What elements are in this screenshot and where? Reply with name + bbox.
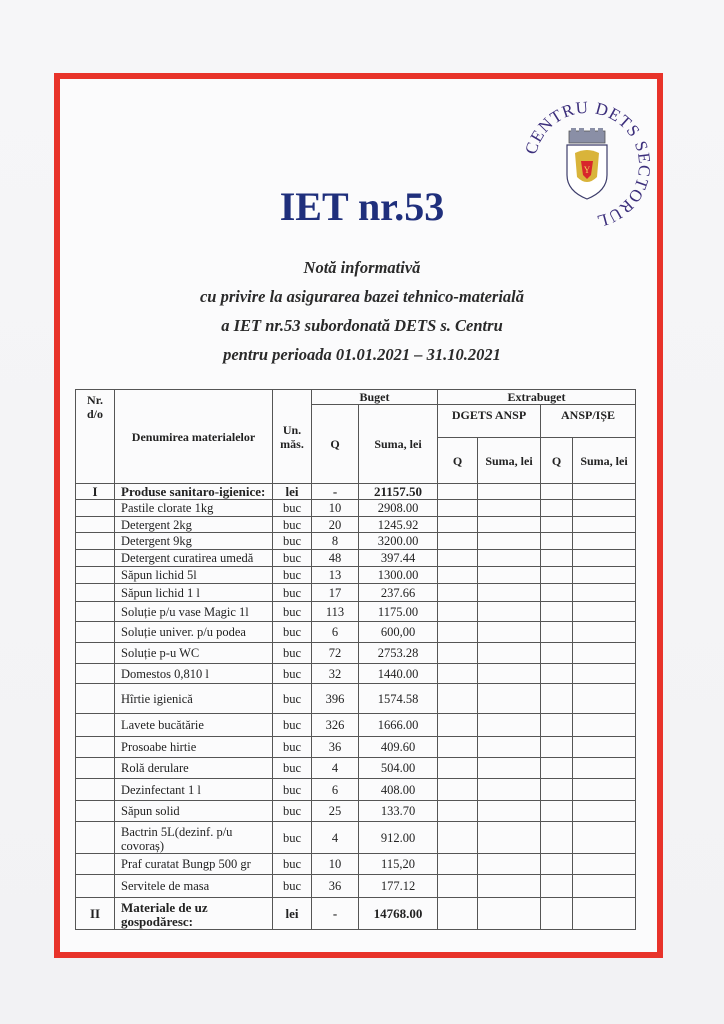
- cell-buget-q: 10: [312, 854, 359, 875]
- cell-anspise-suma: [573, 664, 636, 684]
- cell-buget-suma: 409.60: [359, 737, 438, 758]
- table-row: [76, 875, 636, 898]
- cell-dgets-suma: [478, 533, 541, 550]
- cell-anspise-suma: [573, 684, 636, 714]
- cell-name: Detergent 9kg: [115, 533, 273, 550]
- cell-buget-suma: 3200.00: [359, 533, 438, 550]
- cell-buget-suma: 2753.28: [359, 643, 438, 664]
- cell-nr: [76, 622, 115, 643]
- cell-anspise-suma: [573, 550, 636, 567]
- cell-unit: buc: [273, 684, 312, 714]
- cell-dgets-suma: [478, 622, 541, 643]
- table-row: [76, 822, 636, 854]
- svg-text:Y: Y: [583, 165, 591, 175]
- cell-anspise-q: [541, 584, 573, 602]
- cell-dgets-q: [438, 500, 478, 517]
- cell-anspise-suma: [573, 643, 636, 664]
- subtitle-line-1: Notă informativă: [303, 258, 421, 277]
- cell-nr: [76, 779, 115, 801]
- cell-dgets-suma: [478, 779, 541, 801]
- cell-nr: [76, 533, 115, 550]
- cell-unit: buc: [273, 737, 312, 758]
- cell-dgets-suma: [478, 550, 541, 567]
- cell-anspise-suma: [573, 854, 636, 875]
- cell-unit: buc: [273, 801, 312, 822]
- header-buget: Buget: [312, 390, 438, 405]
- cell-unit: buc: [273, 875, 312, 898]
- cell-dgets-q: [438, 533, 478, 550]
- cell-name: Lavete bucătărie: [115, 714, 273, 737]
- cell-buget-q: 396: [312, 684, 359, 714]
- cell-nr: [76, 550, 115, 567]
- cell-buget-suma: 1440.00: [359, 664, 438, 684]
- cell-anspise-q: [541, 714, 573, 737]
- cell-dgets-q: [438, 854, 478, 875]
- cell-unit: buc: [273, 517, 312, 533]
- header-nr: Nr. d/o: [76, 390, 115, 484]
- cell-anspise-suma: [573, 714, 636, 737]
- cell-nr: [76, 854, 115, 875]
- table-row: [76, 533, 636, 550]
- cell-unit: buc: [273, 622, 312, 643]
- cell-anspise-q: [541, 602, 573, 622]
- cell-nr: [76, 758, 115, 779]
- table-header: [76, 390, 636, 484]
- cell-nr: [76, 875, 115, 898]
- cell-anspise-q: [541, 898, 573, 930]
- cell-anspise-suma: [573, 779, 636, 801]
- cell-dgets-q: [438, 550, 478, 567]
- cell-buget-q: -: [312, 484, 359, 500]
- cell-anspise-q: [541, 779, 573, 801]
- cell-nr: [76, 602, 115, 622]
- cell-anspise-q: [541, 550, 573, 567]
- cell-buget-suma: 408.00: [359, 779, 438, 801]
- cell-anspise-suma: [573, 875, 636, 898]
- cell-anspise-suma: [573, 567, 636, 584]
- subtitle-line-2: cu privire la asigurarea bazei tehnico-materială: [199, 287, 525, 306]
- cell-buget-q: 72: [312, 643, 359, 664]
- cell-unit: buc: [273, 550, 312, 567]
- cell-buget-q: 36: [312, 875, 359, 898]
- cell-dgets-suma: [478, 664, 541, 684]
- cell-anspise-suma: [573, 484, 636, 500]
- cell-buget-suma: 600,00: [359, 622, 438, 643]
- cell-nr: I: [76, 484, 115, 500]
- cell-anspise-q: [541, 854, 573, 875]
- cell-dgets-suma: [478, 567, 541, 584]
- cell-unit: buc: [273, 500, 312, 517]
- cell-anspise-q: [541, 484, 573, 500]
- cell-unit: buc: [273, 758, 312, 779]
- cell-dgets-q: [438, 779, 478, 801]
- cell-dgets-suma: [478, 714, 541, 737]
- cell-unit: buc: [273, 779, 312, 801]
- cell-name: Detergent curatirea umedă: [115, 550, 273, 567]
- cell-dgets-q: [438, 622, 478, 643]
- header-anspise-q: Q: [541, 438, 573, 484]
- cell-anspise-q: [541, 533, 573, 550]
- table-row: [76, 500, 636, 517]
- cell-buget-q: -: [312, 898, 359, 930]
- cell-anspise-suma: [573, 622, 636, 643]
- table-body: [76, 484, 636, 930]
- cell-dgets-suma: [478, 517, 541, 533]
- cell-buget-suma: 14768.00: [359, 898, 438, 930]
- page-title: IET nr.53: [279, 184, 445, 229]
- table-row: [76, 737, 636, 758]
- section-row: [76, 898, 636, 930]
- cell-anspise-q: [541, 500, 573, 517]
- cell-unit: buc: [273, 584, 312, 602]
- cell-dgets-q: [438, 801, 478, 822]
- cell-dgets-suma: [478, 484, 541, 500]
- cell-name: Servitele de masa: [115, 875, 273, 898]
- cell-unit: buc: [273, 643, 312, 664]
- cell-dgets-q: [438, 714, 478, 737]
- cell-anspise-q: [541, 822, 573, 854]
- cell-buget-suma: 397.44: [359, 550, 438, 567]
- cell-anspise-q: [541, 664, 573, 684]
- cell-nr: [76, 643, 115, 664]
- cell-buget-suma: 237.66: [359, 584, 438, 602]
- header-extrabuget: Extrabuget: [438, 390, 636, 405]
- cell-anspise-q: [541, 758, 573, 779]
- cell-buget-suma: 2908.00: [359, 500, 438, 517]
- table-row: [76, 602, 636, 622]
- cell-name: Săpun lichid 5l: [115, 567, 273, 584]
- cell-dgets-q: [438, 898, 478, 930]
- cell-anspise-suma: [573, 584, 636, 602]
- cell-buget-suma: 21157.50: [359, 484, 438, 500]
- cell-anspise-q: [541, 517, 573, 533]
- cell-nr: [76, 584, 115, 602]
- cell-name: Rolă derulare: [115, 758, 273, 779]
- cell-nr: [76, 801, 115, 822]
- materials-table: [75, 389, 636, 930]
- table-row: [76, 664, 636, 684]
- cell-dgets-q: [438, 664, 478, 684]
- cell-name: Domestos 0,810 l: [115, 664, 273, 684]
- cell-unit: buc: [273, 822, 312, 854]
- cell-name: Detergent 2kg: [115, 517, 273, 533]
- cell-buget-q: 17: [312, 584, 359, 602]
- cell-name: Pastile clorate 1kg: [115, 500, 273, 517]
- section-row: [76, 484, 636, 500]
- cell-unit: buc: [273, 854, 312, 875]
- header-dgets-suma: Suma, lei: [478, 438, 541, 484]
- cell-dgets-q: [438, 875, 478, 898]
- cell-dgets-suma: [478, 854, 541, 875]
- cell-anspise-suma: [573, 801, 636, 822]
- cell-name: Soluție p/u vase Magic 1l: [115, 602, 273, 622]
- cell-name: Dezinfectant 1 l: [115, 779, 273, 801]
- header-buget-suma: Suma, lei: [359, 405, 438, 484]
- cell-anspise-suma: [573, 602, 636, 622]
- cell-dgets-suma: [478, 898, 541, 930]
- cell-nr: [76, 737, 115, 758]
- cell-dgets-q: [438, 567, 478, 584]
- cell-anspise-suma: [573, 533, 636, 550]
- cell-buget-q: 113: [312, 602, 359, 622]
- cell-dgets-q: [438, 643, 478, 664]
- cell-buget-suma: 504.00: [359, 758, 438, 779]
- table-row: [76, 567, 636, 584]
- cell-buget-q: 326: [312, 714, 359, 737]
- table-row: [76, 779, 636, 801]
- table-row: [76, 714, 636, 737]
- table-row: [76, 854, 636, 875]
- table-row: [76, 801, 636, 822]
- cell-name: Materiale de uz gospodăresc:: [115, 898, 273, 930]
- cell-nr: [76, 500, 115, 517]
- table-row: [76, 550, 636, 567]
- cell-buget-q: 13: [312, 567, 359, 584]
- cell-nr: [76, 822, 115, 854]
- cell-dgets-q: [438, 517, 478, 533]
- cell-buget-suma: 1666.00: [359, 714, 438, 737]
- cell-buget-q: 25: [312, 801, 359, 822]
- cell-buget-q: 8: [312, 533, 359, 550]
- table-row: [76, 758, 636, 779]
- cell-name: Praf curatat Bungp 500 gr: [115, 854, 273, 875]
- table-row: [76, 643, 636, 664]
- cell-dgets-q: [438, 684, 478, 714]
- cell-anspise-suma: [573, 822, 636, 854]
- cell-name: Săpun solid: [115, 801, 273, 822]
- cell-dgets-suma: [478, 801, 541, 822]
- cell-anspise-q: [541, 567, 573, 584]
- cell-anspise-q: [541, 875, 573, 898]
- cell-dgets-q: [438, 737, 478, 758]
- cell-dgets-suma: [478, 584, 541, 602]
- cell-buget-q: 20: [312, 517, 359, 533]
- cell-dgets-q: [438, 602, 478, 622]
- cell-buget-suma: 1245.92: [359, 517, 438, 533]
- cell-name: Bactrin 5L(dezinf. p/u covoraș): [115, 822, 273, 854]
- cell-buget-suma: 115,20: [359, 854, 438, 875]
- cell-dgets-suma: [478, 758, 541, 779]
- cell-dgets-suma: [478, 602, 541, 622]
- cell-unit: lei: [273, 484, 312, 500]
- cell-unit: buc: [273, 714, 312, 737]
- cell-anspise-q: [541, 622, 573, 643]
- cell-name: Soluție p-u WC: [115, 643, 273, 664]
- cell-buget-q: 48: [312, 550, 359, 567]
- cell-anspise-suma: [573, 737, 636, 758]
- cell-unit: buc: [273, 533, 312, 550]
- cell-unit: buc: [273, 567, 312, 584]
- cell-nr: [76, 714, 115, 737]
- cell-dgets-suma: [478, 643, 541, 664]
- cell-nr: [76, 567, 115, 584]
- cell-buget-q: 4: [312, 822, 359, 854]
- table-row: [76, 584, 636, 602]
- cell-anspise-q: [541, 737, 573, 758]
- cell-nr: [76, 664, 115, 684]
- cell-buget-q: 6: [312, 779, 359, 801]
- cell-buget-q: 10: [312, 500, 359, 517]
- header-buget-q: Q: [312, 405, 359, 484]
- cell-anspise-q: [541, 643, 573, 664]
- subtitle-line-4: pentru perioada 01.01.2021 – 31.10.2021: [223, 345, 501, 364]
- header-anspise: ANSP/IȘE: [541, 405, 636, 438]
- header-name: Denumirea materialelor: [115, 390, 273, 484]
- cell-anspise-q: [541, 801, 573, 822]
- cell-name: Prosoabe hirtie: [115, 737, 273, 758]
- cell-buget-suma: 1300.00: [359, 567, 438, 584]
- cell-dgets-q: [438, 822, 478, 854]
- cell-name: Soluție univer. p/u podea: [115, 622, 273, 643]
- seal-text: CENTRU DETS SECTORUL: [521, 97, 655, 232]
- cell-dgets-suma: [478, 875, 541, 898]
- cell-dgets-suma: [478, 500, 541, 517]
- cell-buget-q: 32: [312, 664, 359, 684]
- cell-anspise-suma: [573, 898, 636, 930]
- subtitle-line-3: a IET nr.53 subordonată DETS s. Centru: [221, 316, 503, 335]
- cell-buget-q: 36: [312, 737, 359, 758]
- cell-buget-q: 6: [312, 622, 359, 643]
- cell-anspise-suma: [573, 517, 636, 533]
- table-row: [76, 684, 636, 714]
- cell-anspise-q: [541, 684, 573, 714]
- table-row: [76, 517, 636, 533]
- cell-name: Hîrtie igienică: [115, 684, 273, 714]
- cell-dgets-suma: [478, 684, 541, 714]
- table-row: [76, 622, 636, 643]
- cell-name: Produse sanitaro-igienice:: [115, 484, 273, 500]
- cell-dgets-suma: [478, 737, 541, 758]
- cell-dgets-suma: [478, 822, 541, 854]
- cell-buget-suma: 1175.00: [359, 602, 438, 622]
- header-unit: Un. măs.: [273, 390, 312, 484]
- cell-dgets-q: [438, 758, 478, 779]
- cell-dgets-q: [438, 484, 478, 500]
- cell-buget-suma: 177.12: [359, 875, 438, 898]
- header-anspise-suma: Suma, lei: [573, 438, 636, 484]
- cell-nr: [76, 684, 115, 714]
- cell-unit: buc: [273, 664, 312, 684]
- cell-nr: II: [76, 898, 115, 930]
- cell-anspise-suma: [573, 758, 636, 779]
- cell-nr: [76, 517, 115, 533]
- cell-name: Săpun lichid 1 l: [115, 584, 273, 602]
- header-dgets: DGETS ANSP: [438, 405, 541, 438]
- cell-buget-suma: 1574.58: [359, 684, 438, 714]
- cell-anspise-suma: [573, 500, 636, 517]
- cell-buget-suma: 133.70: [359, 801, 438, 822]
- cell-unit: buc: [273, 602, 312, 622]
- header-dgets-q: Q: [438, 438, 478, 484]
- cell-buget-suma: 912.00: [359, 822, 438, 854]
- cell-dgets-q: [438, 584, 478, 602]
- cell-buget-q: 4: [312, 758, 359, 779]
- cell-unit: lei: [273, 898, 312, 930]
